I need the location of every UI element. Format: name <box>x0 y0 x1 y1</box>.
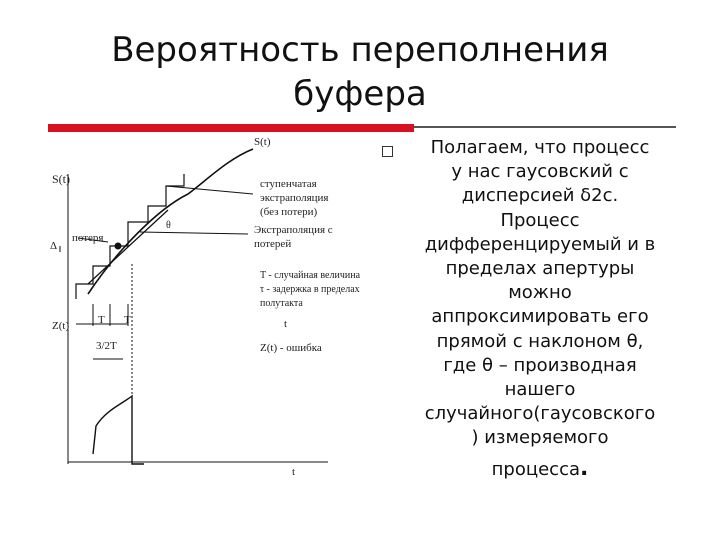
divider-gray-segment <box>414 126 676 128</box>
para-line: у нас гаусовский с <box>451 161 629 183</box>
loss-point <box>115 243 121 249</box>
para-last-word: процесса <box>491 458 580 480</box>
label-tau-delay: τ - задержка в пределах <box>260 284 360 295</box>
para-last-punct: . <box>580 455 589 481</box>
pointer-stepped <box>166 186 253 194</box>
label-losses: потерей <box>254 238 292 250</box>
title-line-2: буфера <box>293 74 427 114</box>
linear-extrapolation <box>88 210 168 284</box>
label-half-tact: полутакта <box>260 298 303 309</box>
para-line: где θ – производная <box>443 354 637 376</box>
para-line: нашего <box>504 379 576 401</box>
para-line: Процесс <box>500 209 580 231</box>
bullet-square <box>382 146 393 157</box>
para-line: прямой с наклоном θ, <box>436 330 644 352</box>
para-line: аппроксимировать его <box>431 306 649 328</box>
para-line: случайного(гаусовского <box>424 403 656 425</box>
label-three-half-t: 3/2T <box>96 340 117 352</box>
label-z-left: Z(t) <box>52 320 70 332</box>
label-tick-T1: T <box>98 314 105 326</box>
para-line: Полагаем, что процесс <box>430 137 650 158</box>
title-line-1: Вероятность переполнения <box>111 30 609 70</box>
label-t-random: T - случайная величина <box>260 270 361 281</box>
slide-title <box>60 28 660 116</box>
para-line: можно <box>508 282 572 304</box>
para-line: пределах апертуры <box>445 258 635 280</box>
para-line: ) измеряемого <box>471 427 609 449</box>
label-tick-T2: T <box>124 314 131 326</box>
error-sawtooth <box>93 396 144 464</box>
label-stepped: ступенчатая <box>260 178 317 190</box>
label-no-loss: (без потери) <box>260 206 318 218</box>
title-divider <box>48 124 676 132</box>
label-s-left: S(t) <box>52 172 70 186</box>
label-theta: θ <box>166 220 171 231</box>
para-line: дифференцируемый и в <box>424 233 656 255</box>
diagram-graphic <box>48 134 378 484</box>
label-delta: Δ <box>50 240 58 252</box>
label-t-mid: t <box>284 318 288 330</box>
para-line: дисперсией δ2с. <box>461 185 619 207</box>
extrapolation-diagram <box>48 134 378 484</box>
label-extrap-with: Экстраполяция с <box>254 224 333 236</box>
divider-red-segment <box>48 124 414 132</box>
label-extrapolation: экстраполяция <box>260 192 329 204</box>
label-t-bottom: t <box>292 466 296 478</box>
para-last-line <box>400 457 680 482</box>
label-loss: потеря <box>72 232 104 244</box>
label-z-error: Z(t) - ошибка <box>260 342 322 354</box>
explanation-paragraph <box>400 136 680 482</box>
pointer-linear <box>140 232 248 234</box>
label-s-top: S(t) <box>254 136 271 148</box>
